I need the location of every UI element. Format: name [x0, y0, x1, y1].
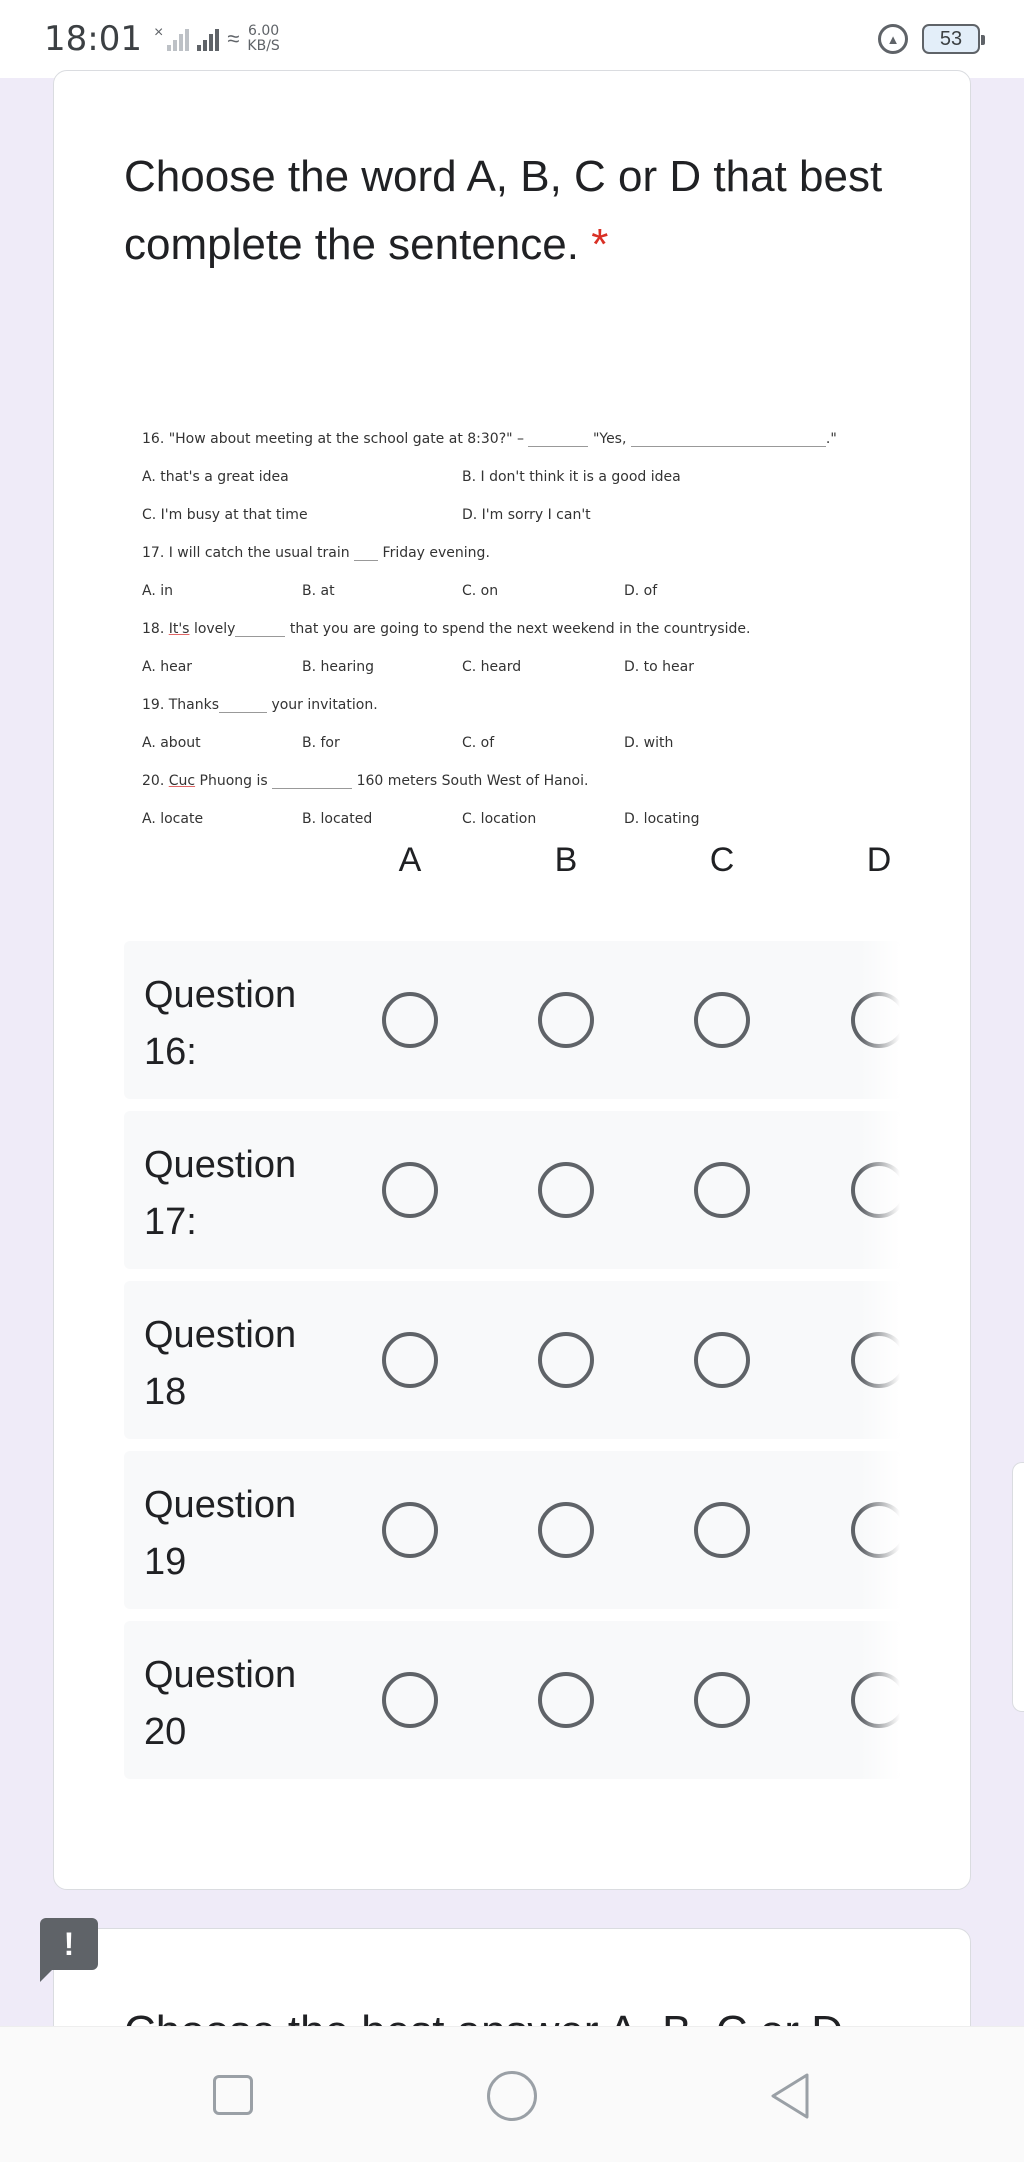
ws-q20-option-a: A. locate	[142, 811, 204, 827]
signal-sim1-icon	[167, 27, 189, 51]
ws-q20-mid: Phuong is	[199, 773, 268, 789]
ws-q19-stem	[142, 697, 378, 713]
signal-sim2-icon	[197, 27, 219, 51]
ws-q19-option-a: A. about	[142, 735, 201, 751]
ws-q17-tail: Friday evening.	[382, 545, 490, 561]
radio-q16-b[interactable]	[538, 992, 594, 1048]
ws-q18-mid: lovely	[193, 621, 236, 637]
network-speed-unit: KB/S	[247, 38, 280, 54]
grid-row-question-18	[124, 1281, 900, 1439]
ws-q16-tail: "Yes,	[592, 431, 627, 447]
ws-q18-option-b: B. hearing	[302, 659, 374, 675]
scroll-fade	[860, 1281, 900, 1439]
rotation-lock-icon: ▲	[878, 24, 908, 54]
ws-q19-option-d: D. with	[624, 735, 674, 751]
report-icon: !	[63, 1925, 75, 1962]
ws-q16-option-b: B. I don't think it is a good idea	[462, 469, 681, 485]
ws-q16-stem-text: 16. "How about meeting at the school gate at 8:30?" –	[142, 431, 525, 447]
ws-q20-stem	[142, 773, 588, 789]
radio-q18-a[interactable]	[382, 1332, 438, 1388]
radio-q20-b[interactable]	[538, 1672, 594, 1728]
report-problem-button[interactable]	[40, 1918, 98, 1970]
no-data-icon: ×	[153, 24, 164, 41]
radio-q17-b[interactable]	[538, 1162, 594, 1218]
ws-q19-stem-text: 19. Thanks	[142, 697, 219, 713]
status-right	[878, 24, 980, 54]
home-icon[interactable]	[487, 2071, 537, 2121]
row-label: Question 20	[144, 1654, 297, 1753]
column-label-b: B	[554, 841, 578, 879]
ws-q18-word: It's	[168, 621, 190, 637]
grid-row-question-20	[124, 1621, 900, 1779]
status-time: 18:01	[44, 19, 142, 59]
row-label: Question 16:	[144, 974, 297, 1073]
ws-q18-option-d: D. to hear	[624, 659, 695, 675]
back-icon[interactable]	[765, 2071, 815, 2121]
grid-row-question-19	[124, 1451, 900, 1609]
ws-q17-option-c: C. on	[462, 583, 499, 599]
radio-q20-c[interactable]	[694, 1672, 750, 1728]
question-title-text: Choose the word A, B, C or D that best complete the sentence.	[124, 152, 883, 269]
grid-row-question-16	[124, 941, 900, 1099]
radio-q19-b[interactable]	[538, 1502, 594, 1558]
row-label: Question 18	[144, 1314, 297, 1413]
row-label: Question 19	[144, 1484, 297, 1583]
scroll-fade	[860, 1621, 900, 1779]
battery-icon	[922, 24, 980, 54]
ws-q20-name: Cuc	[168, 773, 196, 789]
radio-q17-c[interactable]	[694, 1162, 750, 1218]
ws-q17-option-b: B. at	[302, 583, 335, 599]
scroll-fade	[860, 1111, 900, 1269]
ws-q18-option-c: C. heard	[462, 659, 522, 675]
question-title	[124, 143, 914, 279]
recent-apps-icon[interactable]	[213, 2075, 253, 2115]
radio-q20-a[interactable]	[382, 1672, 438, 1728]
system-navigation-bar	[0, 2026, 1024, 2162]
worksheet-image	[142, 341, 882, 841]
ws-q16-option-d: D. I'm sorry I can't	[462, 507, 591, 523]
radio-q18-c[interactable]	[694, 1332, 750, 1388]
ws-q19-option-c: C. of	[462, 735, 495, 751]
ws-q18-number: 18.	[142, 621, 165, 637]
radio-q19-a[interactable]	[382, 1502, 438, 1558]
ws-q17-option-a: A. in	[142, 583, 173, 599]
ws-q20-option-c: C. location	[462, 811, 537, 827]
status-bar	[0, 0, 1024, 78]
row-label: Question 17:	[144, 1144, 297, 1243]
ws-q20-number: 20.	[142, 773, 165, 789]
ws-q16-option-c: C. I'm busy at that time	[142, 507, 308, 523]
radio-q16-c[interactable]	[694, 992, 750, 1048]
radio-q16-a[interactable]	[382, 992, 438, 1048]
ws-q20-option-d: D. locating	[624, 811, 700, 827]
column-label-c: C	[709, 841, 735, 879]
network-speed-value: 6.00	[248, 23, 280, 39]
ws-q18-stem	[142, 621, 750, 637]
column-label-d: D	[866, 841, 892, 879]
wifi-icon: ≈	[227, 26, 240, 51]
radio-q17-a[interactable]	[382, 1162, 438, 1218]
required-asterisk: *	[591, 220, 609, 269]
ws-q17-stem	[142, 545, 490, 561]
question-card	[53, 70, 971, 1890]
scroll-fade	[860, 941, 900, 1099]
side-edge-tab[interactable]	[1012, 1462, 1024, 1712]
network-speed	[247, 24, 279, 54]
ws-q16-end: ."	[825, 431, 837, 447]
ws-q18-option-a: A. hear	[142, 659, 193, 675]
radio-q18-b[interactable]	[538, 1332, 594, 1388]
ws-q20-tail: 160 meters South West of Hanoi.	[356, 773, 589, 789]
ws-q16-stem	[142, 431, 837, 447]
column-label-a: A	[398, 841, 422, 879]
grid-row-question-17	[124, 1111, 900, 1269]
radio-q19-c[interactable]	[694, 1502, 750, 1558]
ws-q16-option-a: A. that's a great idea	[142, 469, 289, 485]
grid-column-header	[54, 841, 972, 901]
ws-q17-stem-text: 17. I will catch the usual train	[142, 545, 350, 561]
ws-q17-option-d: D. of	[624, 583, 658, 599]
battery-level: 53	[939, 27, 963, 50]
ws-q19-option-b: B. for	[302, 735, 340, 751]
ws-q18-tail: that you are going to spend the next weekend in the countryside.	[289, 621, 751, 637]
scroll-fade	[860, 1451, 900, 1609]
ws-q19-tail: your invitation.	[271, 697, 378, 713]
ws-q20-option-b: B. located	[302, 811, 373, 827]
status-icons	[154, 24, 280, 54]
